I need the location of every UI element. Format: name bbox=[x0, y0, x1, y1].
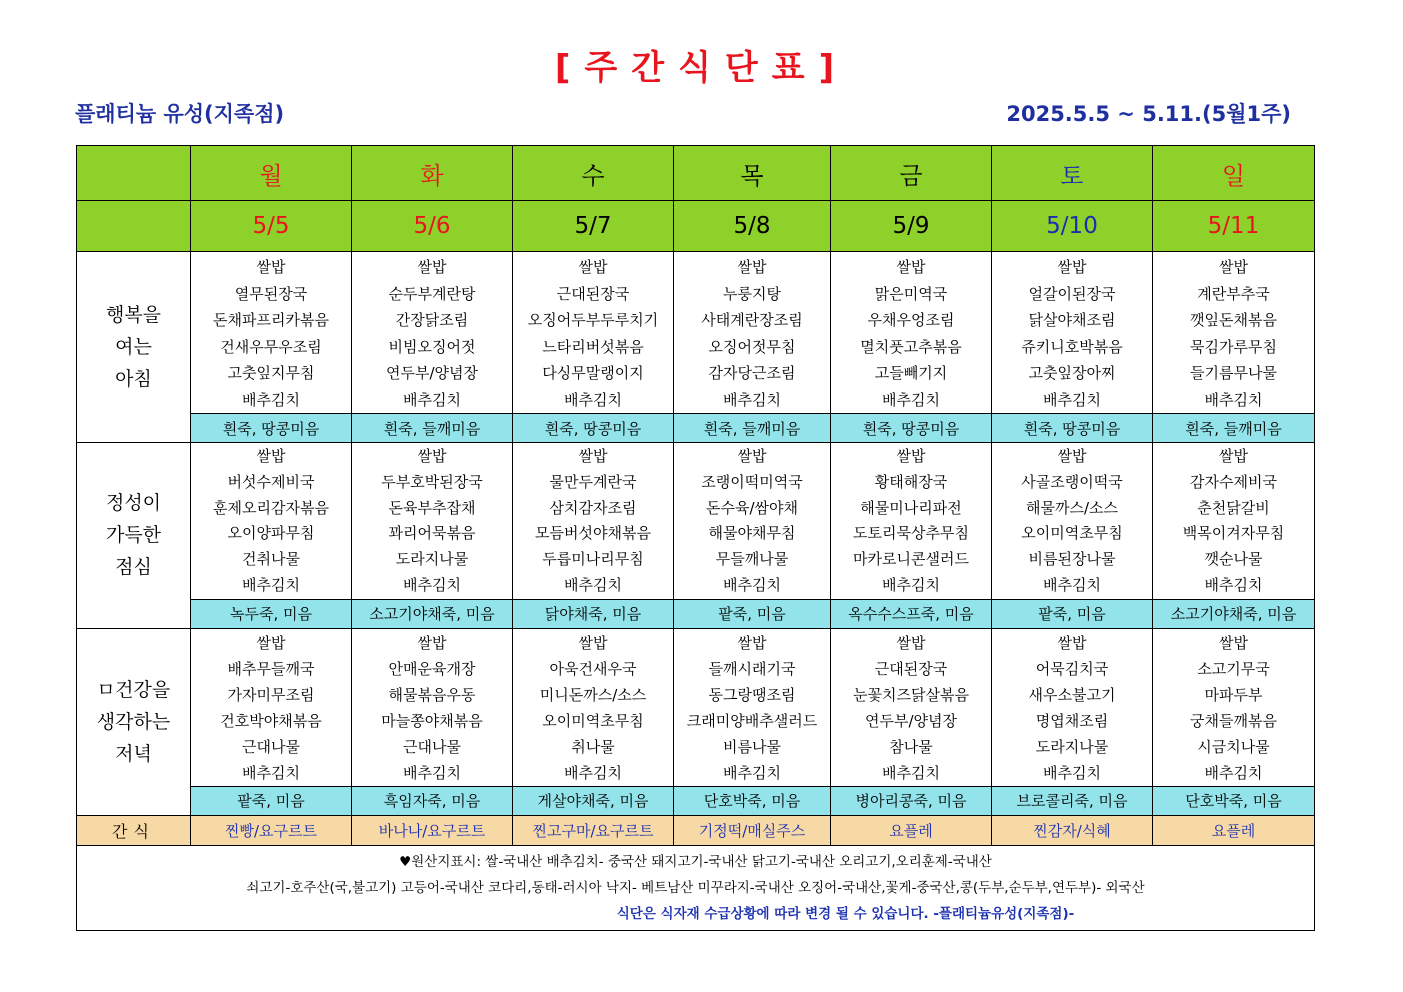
corner-cell bbox=[77, 146, 191, 201]
breakfast-porridge-row bbox=[77, 414, 1315, 443]
snack-row bbox=[77, 815, 1315, 845]
origin-line-2: 쇠고기-호주산(국,불고기) 고등어-국내산 코다리,동태-러시아 낙지- 베트남산 미꾸라지-국내산 오징어-국내산,꽃게-중국산,콩(두부,순두부,연두부)- 외국산 bbox=[246, 879, 1145, 896]
dish-item: 배추김치 bbox=[242, 390, 300, 409]
change-notice: 식단은 식자재 수급상황에 따라 변경 될 수 있습니다. -플래티늄유성(지족점)- bbox=[616, 905, 1075, 922]
lunch-menu-fri bbox=[831, 443, 992, 600]
lunch-menu-sun bbox=[1153, 443, 1315, 600]
dish-item: 황태해장국 bbox=[874, 472, 948, 491]
dish-item: 배추김치 bbox=[564, 575, 622, 594]
dish-item: 들기름무나물 bbox=[1190, 364, 1277, 382]
dish-item: 배추김치 bbox=[882, 390, 940, 409]
dish-item: 마늘쫑야채볶음 bbox=[381, 711, 483, 730]
dish-item: 배추김치 bbox=[1204, 575, 1263, 594]
lunch-row bbox=[77, 443, 1315, 600]
dish-item: 배추김치 bbox=[564, 390, 622, 409]
breakfast-menu-sat bbox=[992, 252, 1153, 414]
dish-item: 근대나물 bbox=[403, 737, 461, 756]
date-wed: 5/7 bbox=[513, 201, 674, 252]
breakfast-porridge-sun: 흰죽, 들깨미음 bbox=[1153, 414, 1315, 443]
origin-notice bbox=[77, 845, 1315, 930]
snack-sat: 찐감자/식혜 bbox=[992, 815, 1153, 845]
day-name-row bbox=[77, 146, 1315, 201]
dish-item: 해물볶음우동 bbox=[388, 685, 476, 704]
dish-item: 배추김치 bbox=[564, 763, 622, 782]
dish-item: 쌀밥 bbox=[256, 447, 286, 465]
dinner-porridge-row bbox=[77, 786, 1315, 815]
dish-item: 쌀밥 bbox=[256, 633, 286, 652]
dish-item: 춘천닭갈비 bbox=[1197, 498, 1270, 517]
dish-item: 배추김치 bbox=[1204, 763, 1263, 782]
snack-fri: 요플레 bbox=[831, 815, 992, 845]
dinner-menu-fri bbox=[831, 628, 992, 786]
dish-item: 비빔오징어젓 bbox=[388, 337, 476, 356]
dish-item: 쌀밥 bbox=[737, 447, 767, 465]
dish-item: 백목이겨자무침 bbox=[1182, 524, 1285, 543]
dish-item: 가자미무조림 bbox=[227, 685, 315, 704]
menu-period: 2025.5.5 ~ 5.11.(5월1주) bbox=[1006, 102, 1291, 126]
dinner-menu-wed bbox=[513, 628, 674, 786]
dish-item: 쌀밥 bbox=[896, 258, 926, 276]
dish-item: 조랭이떡미역국 bbox=[701, 472, 803, 491]
lunch-porridge-mon: 녹두죽, 미음 bbox=[191, 599, 352, 628]
breakfast-label-line: 아침 bbox=[115, 368, 152, 390]
lunch-label-line: 점심 bbox=[115, 556, 152, 579]
breakfast-label-line: 행복을 bbox=[105, 304, 162, 326]
dish-item: 쌀밥 bbox=[1057, 447, 1087, 465]
dish-item: 두릅미나리무침 bbox=[542, 550, 644, 569]
dish-item: 눈꽃치즈닭살볶음 bbox=[853, 685, 969, 704]
dish-item: 고들빼기지 bbox=[874, 364, 948, 382]
dish-item: 해물미나리파전 bbox=[860, 498, 962, 517]
dish-item: 배추김치 bbox=[723, 575, 781, 594]
corner-cell-2 bbox=[77, 201, 191, 252]
dish-item: 비름된장나물 bbox=[1028, 550, 1116, 569]
breakfast-porridge-tue: 흰죽, 들깨미음 bbox=[352, 414, 513, 443]
breakfast-menu-thu bbox=[674, 252, 831, 414]
breakfast-porridge-fri: 흰죽, 땅콩미음 bbox=[831, 414, 992, 443]
dish-item: 닭살야채조림 bbox=[1028, 311, 1116, 329]
dish-item: 삼치감자조림 bbox=[549, 498, 637, 517]
dinner-label-line: 저녁 bbox=[115, 742, 152, 765]
dish-item: 쌀밥 bbox=[417, 258, 447, 276]
breakfast-label-line: 여는 bbox=[115, 336, 152, 358]
breakfast-porridge-sat: 흰죽, 땅콩미음 bbox=[992, 414, 1153, 443]
lunch-menu-wed bbox=[513, 443, 674, 600]
dish-item: 도라지나물 bbox=[1035, 737, 1109, 756]
dish-item: 순두부계란탕 bbox=[388, 284, 476, 303]
dish-item: 무들깨나물 bbox=[715, 550, 789, 569]
dish-item: 배추김치 bbox=[882, 763, 940, 782]
day-name-sat: 토 bbox=[992, 146, 1153, 201]
dish-item: 연두부/양념장 bbox=[386, 364, 478, 382]
dish-item: 오이미역초무침 bbox=[1021, 524, 1123, 543]
dish-item: 쌀밥 bbox=[256, 258, 286, 276]
dish-item: 감자당근조림 bbox=[708, 364, 796, 382]
lunch-menu-tue bbox=[352, 443, 513, 600]
date-row bbox=[77, 201, 1315, 252]
dish-item: 느타리버섯볶음 bbox=[542, 337, 644, 356]
date-sat: 5/10 bbox=[992, 201, 1153, 252]
dinner-porridge-fri: 병아리콩죽, 미음 bbox=[831, 786, 992, 815]
dish-item: 모듬버섯야채볶음 bbox=[535, 524, 651, 543]
dish-item: 들깨시래기국 bbox=[708, 659, 796, 678]
dinner-porridge-wed: 게살야채죽, 미음 bbox=[513, 786, 674, 815]
dish-item: 쌀밥 bbox=[578, 258, 608, 276]
lunch-porridge-row bbox=[77, 599, 1315, 628]
dish-item: 배추김치 bbox=[1204, 390, 1263, 409]
dish-item: 다싱무말랭이지 bbox=[542, 364, 644, 382]
dish-item: 배추김치 bbox=[242, 575, 300, 594]
dish-item: 배추김치 bbox=[723, 390, 781, 409]
breakfast-label bbox=[77, 252, 191, 443]
lunch-porridge-sun: 소고기야채죽, 미음 bbox=[1153, 599, 1315, 628]
dish-item: 쌀밥 bbox=[1219, 447, 1248, 465]
dinner-label bbox=[77, 628, 191, 815]
dish-item: 깻잎돈채볶음 bbox=[1190, 311, 1277, 329]
dish-item: 쌀밥 bbox=[737, 258, 767, 276]
dish-item: 소고기무국 bbox=[1197, 659, 1270, 678]
day-name-fri: 금 bbox=[831, 146, 992, 201]
dish-item: 쌀밥 bbox=[417, 447, 447, 465]
dinner-menu-tue bbox=[352, 628, 513, 786]
dish-item: 쌀밥 bbox=[896, 633, 926, 652]
footer-row bbox=[77, 845, 1315, 930]
dish-item: 배추김치 bbox=[882, 575, 940, 594]
dish-item: 참나물 bbox=[889, 737, 933, 756]
breakfast-porridge-mon: 흰죽, 땅콩미음 bbox=[191, 414, 352, 443]
dish-item: 연두부/양념장 bbox=[865, 711, 957, 730]
dish-item: 건호박야채볶음 bbox=[220, 711, 322, 730]
dish-item: 근대된장국 bbox=[874, 659, 948, 678]
dish-item: 배추김치 bbox=[403, 763, 461, 782]
dinner-menu-sun bbox=[1153, 628, 1315, 786]
dinner-menu-thu bbox=[674, 628, 831, 786]
dish-item: 쌀밥 bbox=[1219, 633, 1248, 652]
dish-item: 크래미양배추샐러드 bbox=[686, 711, 818, 730]
dish-item: 미니돈까스/소스 bbox=[539, 685, 647, 704]
dinner-porridge-thu: 단호박죽, 미음 bbox=[674, 786, 831, 815]
dish-item: 누룽지탕 bbox=[723, 284, 781, 303]
day-name-mon: 월 bbox=[191, 146, 352, 201]
dish-item: 맑은미역국 bbox=[874, 284, 948, 303]
dish-item: 해물까스/소스 bbox=[1026, 498, 1118, 517]
dinner-porridge-mon: 팥죽, 미음 bbox=[191, 786, 352, 815]
dish-item: 해물야채무침 bbox=[708, 524, 796, 543]
dinner-label-line: 생각하는 bbox=[96, 710, 171, 733]
dish-item: 비름나물 bbox=[723, 737, 781, 756]
snack-thu: 기정떡/매실주스 bbox=[674, 815, 831, 845]
dish-item: 오징어두부두루치기 bbox=[527, 311, 659, 329]
dinner-label-line: ㅁ건강을 bbox=[96, 678, 171, 701]
dish-item: 배추김치 bbox=[1043, 575, 1101, 594]
lunch-menu-thu bbox=[674, 443, 831, 600]
dish-item: 어묵김치국 bbox=[1035, 659, 1109, 678]
dinner-menu-mon bbox=[191, 628, 352, 786]
dish-item: 배추김치 bbox=[242, 763, 300, 782]
lunch-label-line: 가득한 bbox=[105, 524, 162, 547]
dish-item: 새우소불고기 bbox=[1028, 685, 1116, 704]
dish-item: 배추무들깨국 bbox=[227, 659, 315, 678]
breakfast-menu-sun bbox=[1153, 252, 1315, 414]
dinner-porridge-sat: 브로콜리죽, 미음 bbox=[992, 786, 1153, 815]
lunch-menu-mon bbox=[191, 443, 352, 600]
dish-item: 배추김치 bbox=[403, 575, 461, 594]
lunch-label bbox=[77, 443, 191, 629]
dish-item: 감자수제비국 bbox=[1190, 472, 1277, 491]
origin-line-1: ♥원산지표시: 쌀-국내산 배추김치- 중국산 돼지고기-국내산 닭고기-국내산 오리고기,오리훈제-국내산 bbox=[399, 853, 992, 870]
breakfast-menu-fri bbox=[831, 252, 992, 414]
dish-item: 묵김가루무침 bbox=[1190, 337, 1277, 356]
dish-item: 쌀밥 bbox=[578, 633, 608, 652]
dinner-porridge-tue: 흑임자죽, 미음 bbox=[352, 786, 513, 815]
dish-item: 궁채들깨볶음 bbox=[1190, 711, 1277, 730]
dish-item: 근대나물 bbox=[242, 737, 300, 756]
dish-item: 건취나물 bbox=[242, 550, 300, 569]
dish-item: 물만두계란국 bbox=[549, 472, 637, 491]
dish-item: 도토리묵상추무침 bbox=[853, 524, 969, 543]
dish-item: 배추김치 bbox=[403, 390, 461, 409]
date-tue: 5/6 bbox=[352, 201, 513, 252]
dish-item: 쥬키니호박볶음 bbox=[1021, 337, 1123, 356]
dish-item: 멸치풋고추볶음 bbox=[860, 337, 962, 356]
day-name-wed: 수 bbox=[513, 146, 674, 201]
date-fri: 5/9 bbox=[831, 201, 992, 252]
breakfast-porridge-thu: 흰죽, 들깨미음 bbox=[674, 414, 831, 443]
lunch-porridge-wed: 닭야채죽, 미음 bbox=[513, 599, 674, 628]
dish-item: 취나물 bbox=[571, 737, 615, 756]
breakfast-menu-wed bbox=[513, 252, 674, 414]
snack-mon: 찐빵/요구르트 bbox=[191, 815, 352, 845]
dish-item: 쌀밥 bbox=[578, 447, 608, 465]
dish-item: 열무된장국 bbox=[234, 284, 308, 303]
dish-item: 시금치나물 bbox=[1197, 737, 1270, 756]
dish-item: 쌀밥 bbox=[1057, 633, 1087, 652]
dish-item: 근대된장국 bbox=[556, 284, 630, 303]
dish-item: 쌀밥 bbox=[896, 447, 926, 465]
lunch-porridge-tue: 소고기야채죽, 미음 bbox=[352, 599, 513, 628]
dinner-menu-sat bbox=[992, 628, 1153, 786]
dish-item: 동그랑땡조림 bbox=[708, 685, 796, 704]
branch-name: 플래티늄 유성(지족점) bbox=[75, 102, 285, 126]
dish-item: 건새우무우조림 bbox=[220, 337, 322, 356]
dinner-porridge-sun: 단호박죽, 미음 bbox=[1153, 786, 1315, 815]
dish-item: 마카로니콘샐러드 bbox=[853, 550, 969, 569]
day-name-thu: 목 bbox=[674, 146, 831, 201]
snack-label: 간식 bbox=[77, 815, 191, 845]
dish-item: 쌀밥 bbox=[1057, 258, 1087, 276]
day-name-tue: 화 bbox=[352, 146, 513, 201]
weekly-menu-table bbox=[76, 145, 1315, 931]
dish-item: 오이양파무침 bbox=[227, 524, 315, 543]
breakfast-menu-tue bbox=[352, 252, 513, 414]
dish-item: 간장닭조림 bbox=[395, 311, 469, 329]
dish-item: 계란부추국 bbox=[1197, 284, 1270, 303]
dish-item: 버섯수제비국 bbox=[227, 472, 315, 491]
date-mon: 5/5 bbox=[191, 201, 352, 252]
page-title: [주간식단표] bbox=[554, 48, 849, 88]
breakfast-row bbox=[77, 252, 1315, 414]
lunch-porridge-fri: 옥수수스프죽, 미음 bbox=[831, 599, 992, 628]
dish-item: 고춧잎지무침 bbox=[227, 364, 315, 382]
dish-item: 돈채파프리카볶음 bbox=[213, 311, 329, 329]
date-sun: 5/11 bbox=[1153, 201, 1315, 252]
dish-item: 쌀밥 bbox=[737, 633, 767, 652]
dish-item: 도라지나물 bbox=[395, 550, 469, 569]
dish-item: 배추김치 bbox=[723, 763, 781, 782]
snack-tue: 바나나/요구르트 bbox=[352, 815, 513, 845]
dish-item: 사태계란장조림 bbox=[701, 311, 803, 329]
dish-item: 명엽채조림 bbox=[1035, 711, 1109, 730]
dish-item: 오이미역초무침 bbox=[542, 711, 644, 730]
breakfast-porridge-wed: 흰죽, 땅콩미음 bbox=[513, 414, 674, 443]
lunch-menu-sat bbox=[992, 443, 1153, 600]
dish-item: 오징어젓무침 bbox=[708, 337, 796, 356]
dish-item: 돈수육/쌈야채 bbox=[706, 498, 798, 517]
dish-item: 마파두부 bbox=[1204, 685, 1263, 704]
dish-item: 꽈리어묵볶음 bbox=[388, 524, 476, 543]
dish-item: 쌀밥 bbox=[1219, 258, 1248, 276]
date-thu: 5/8 bbox=[674, 201, 831, 252]
lunch-label-line: 정성이 bbox=[105, 492, 162, 515]
dish-item: 우채우엉조림 bbox=[867, 311, 955, 329]
lunch-porridge-sat: 팥죽, 미음 bbox=[992, 599, 1153, 628]
dinner-row bbox=[77, 628, 1315, 786]
dish-item: 쌀밥 bbox=[417, 633, 447, 652]
snack-wed: 찐고구마/요구르트 bbox=[513, 815, 674, 845]
breakfast-menu-mon bbox=[191, 252, 352, 414]
dish-item: 아욱건새우국 bbox=[549, 659, 637, 678]
dish-item: 얼갈이된장국 bbox=[1028, 284, 1116, 303]
dish-item: 훈제오리감자볶음 bbox=[213, 498, 329, 517]
dish-item: 안매운육개장 bbox=[388, 659, 476, 678]
dish-item: 사골조랭이떡국 bbox=[1021, 472, 1123, 491]
dish-item: 배추김치 bbox=[1043, 763, 1101, 782]
dish-item: 깻순나물 bbox=[1204, 550, 1263, 569]
lunch-porridge-thu: 팥죽, 미음 bbox=[674, 599, 831, 628]
dish-item: 돈육부추잡채 bbox=[388, 498, 476, 517]
snack-sun: 요플레 bbox=[1153, 815, 1315, 845]
dish-item: 두부호박된장국 bbox=[381, 472, 483, 491]
day-name-sun: 일 bbox=[1153, 146, 1315, 201]
dish-item: 배추김치 bbox=[1043, 390, 1101, 409]
dish-item: 고춧잎장아찌 bbox=[1028, 364, 1116, 382]
